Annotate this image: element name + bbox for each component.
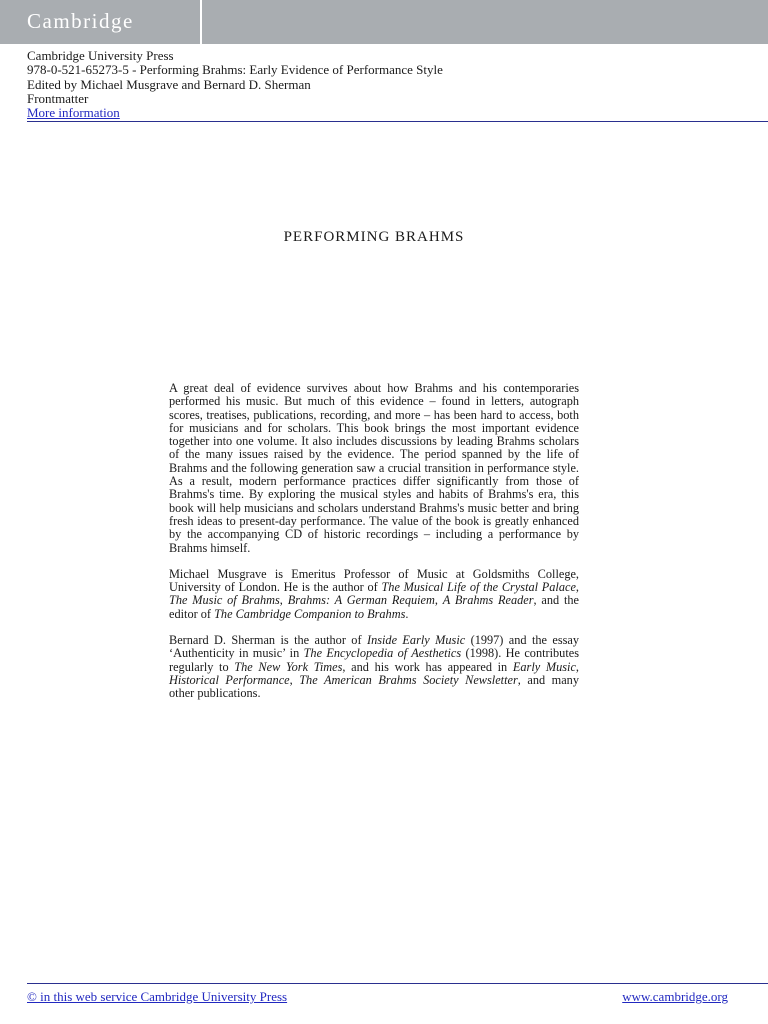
more-information-link[interactable]: More information	[27, 105, 120, 121]
top-banner	[0, 0, 768, 44]
book-description: A great deal of evidence survives about how Brahms and his contemporaries performed his music. But much of this evidence – found in letters, autograph scores, treatises, publications, recording, and more – has been hard to access, both for musicians and for scholars. This book brings the most important evidence together into one volume. It also includes discussions by leading Brahms scholars of the many issues raised by the evidence. The period spanned by the life of Brahms and the following generation saw a crucial transition in performance style. As a result, modern performance practices differ significantly from those of Brahms's time. By exploring the musical styles and habits of Brahms's era, this book will help musicians and scholars understand Brahms's music better and bring fresh ideas to present-day performance. The value of the book is greatly enhanced by the accompanying CD of historic recordings – including a performance by Brahms himself.	[169, 381, 579, 555]
header-rule	[27, 121, 768, 122]
book-title: PERFORMING BRAHMS	[283, 229, 465, 245]
book-description-block	[169, 382, 579, 714]
publisher-line: Cambridge University Press	[27, 48, 174, 63]
section-line: Frontmatter	[27, 90, 89, 106]
website-link[interactable]: www.cambridge.org	[622, 989, 728, 1004]
musgrave-bio: Michael Musgrave is Emeritus Professor of Music at Goldsmiths College, University of London. He is the author of The Musical Life of the Crystal Palace, The Music of Brahms, Brahms: A German Requiem, A Brahms Reader, and the editor of The Cambridge Companion to Brahms.	[169, 566, 579, 621]
cambridge-logo: Cambridge	[27, 9, 134, 33]
copyright-link[interactable]: © in this web service Cambridge University Press	[27, 989, 288, 1004]
editors-line: Edited by Michael Musgrave and Bernard D. Sherman	[27, 76, 311, 92]
banner-divider	[200, 0, 202, 44]
isbn-title-line: 978-0-521-65273-5 - Performing Brahms: Early Evidence of Performance Style	[27, 62, 443, 78]
sherman-bio: Bernard D. Sherman is the author of Inside Early Music (1997) and the essay ‘Authenticity in music’ in The Encyclopedia of Aesthetics (1998). He contributes regularly to The New York Times, and his work has appeared in Early Music, Historical Performance, The American Brahms Society Newsletter, and many other publications.	[169, 633, 579, 701]
footer-rule	[27, 983, 768, 984]
header-info	[27, 49, 443, 120]
